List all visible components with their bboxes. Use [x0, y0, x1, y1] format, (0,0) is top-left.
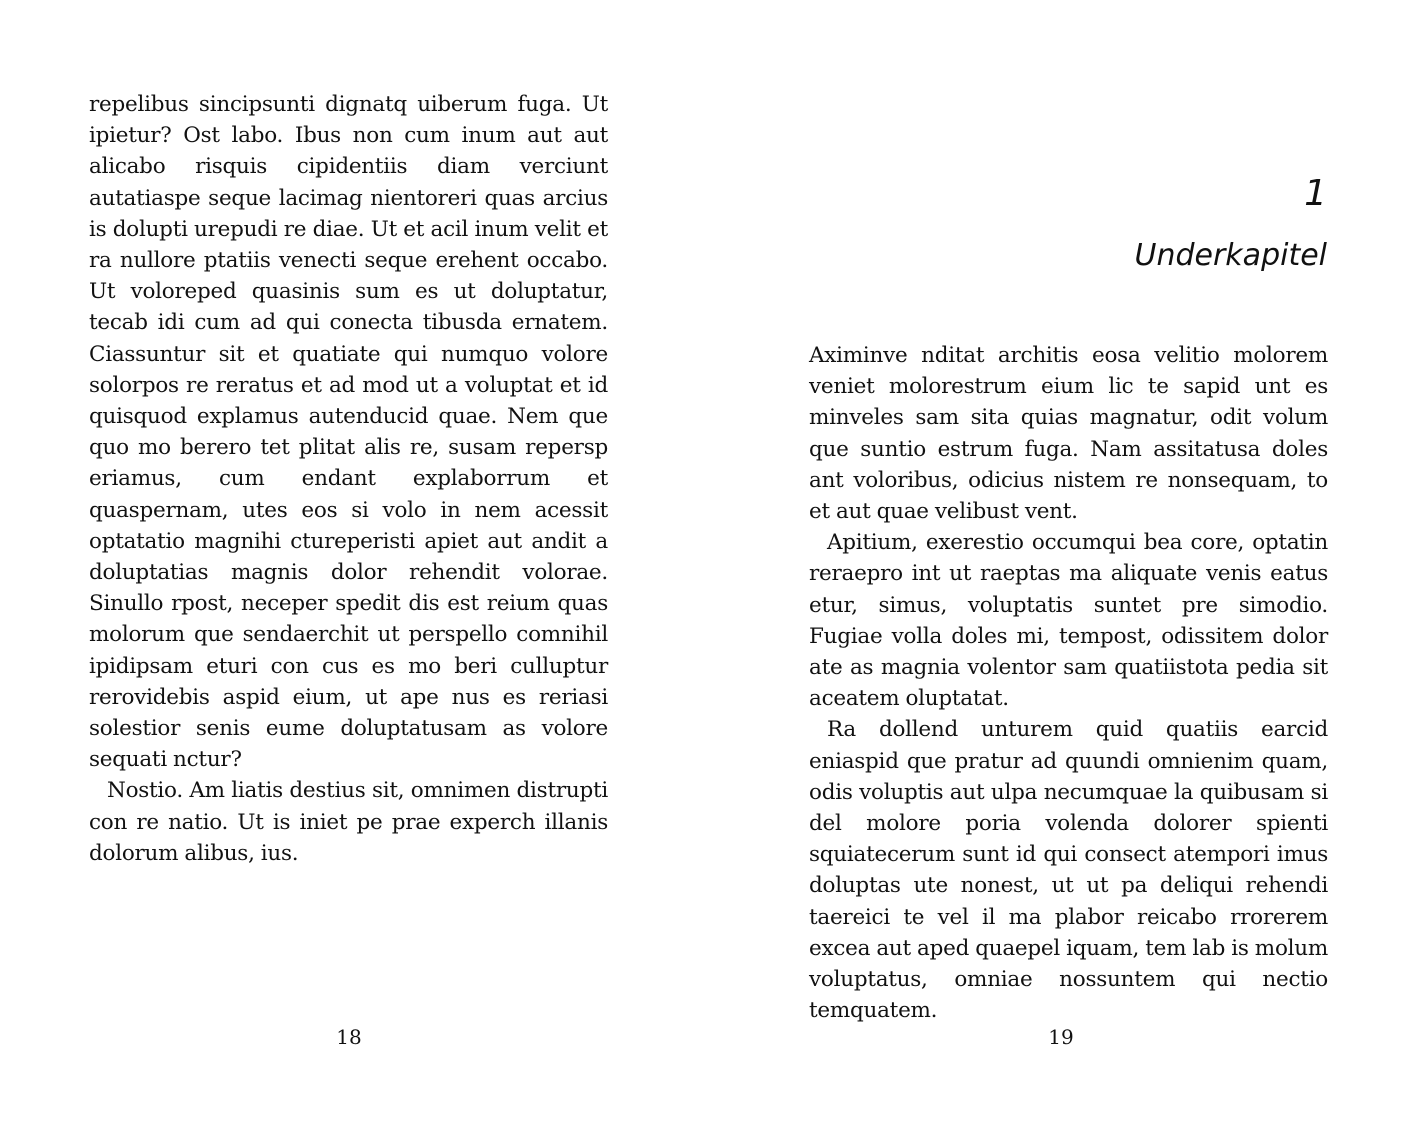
left-page — [0, 0, 708, 1122]
body-paragraph: Aximinve nditat architis eosa velitio molorem veniet molorestrum eium lic te sapid unt es minveles sam sita quias magnatur, odit volum que suntio estrum fuga. Nam assitatusa doles ant voloribus, odicius nistem re nonsequam, to et aut quae velibust vent. — [809, 343, 1328, 525]
right-page — [708, 0, 1416, 1122]
body-paragraph: Ra dollend unturem quid quatiis earcid eniaspid que pratur ad quundi omnienim quam, odis voluptis aut ulpa necumquae la quibusam si del molore poria volenda dolorer spienti squiatecerum sunt id qui consect atempori imus doluptas ute nonest, ut ut pa deliqui rehendi taereici te vel il ma plabor reicabo rrorerem excea aut aped quaepel iquam, tem lab is molum voluptatus, omniae nossuntem qui nectio temquatem. — [809, 717, 1328, 1024]
body-paragraph: Apitium, exerestio occumqui bea core, optatin reraepro int ut raeptas ma aliquate venis eatus etur, simus, voluptatis suntet pre simodio. Fugiae volla doles mi, tempost, odissitem dolor ate as magnia volentor sam quatiistota pedia sit aceatem oluptatat. — [809, 530, 1328, 712]
page-number: 18 — [336, 1025, 362, 1049]
left-body-text — [89, 89, 608, 869]
body-paragraph: Nostio. Am liatis destius sit, omnimen distrupti con re natio. Ut is iniet pe prae experch illanis dolorum alibus, ius. — [89, 778, 608, 866]
chapter-title: Underkapitel — [1134, 238, 1327, 273]
right-body-text — [809, 340, 1328, 1026]
page-number: 19 — [1048, 1025, 1074, 1049]
chapter-number: 1 — [1304, 173, 1327, 214]
body-paragraph: repelibus sincipsunti dignatq uiberum fuga. Ut ipietur? Ost labo. Ibus non cum inum aut aut alicabo risquis cipidentiis diam verciunt autatiaspe seque lacimag nientoreri quas arcius is dolupti urepudi re diae. Ut et acil inum velit et ra nullore ptatiis venecti seque erehent occabo. Ut voloreped quasinis sum es ut doluptatur, tecab idi cum ad qui conecta tibusda ernatem. Ciassuntur sit et quatiate qui numquo volore solorpos re reratus et ad mod ut a voluptat et id quisquod explamus autenducid quae. Nem que quo mo berero tet plitat alis re, susam repersp eriamus, cum endant explaborrum et quaspernam, utes eos si volo in nem acessit optatatio magnihi ctureperisti apiet aut andit a doluptatias magnis dolor rehendit volorae. Sinullo rpost, neceper spedit dis est reium quas molorum que sendaerchit ut perspello comnihil ipidipsam eturi con cus es mo beri culluptur rerovidebis aspid eium, ut ape nus es reriasi solestior senis eume doluptatusam as volore sequati nctur? — [89, 92, 608, 773]
